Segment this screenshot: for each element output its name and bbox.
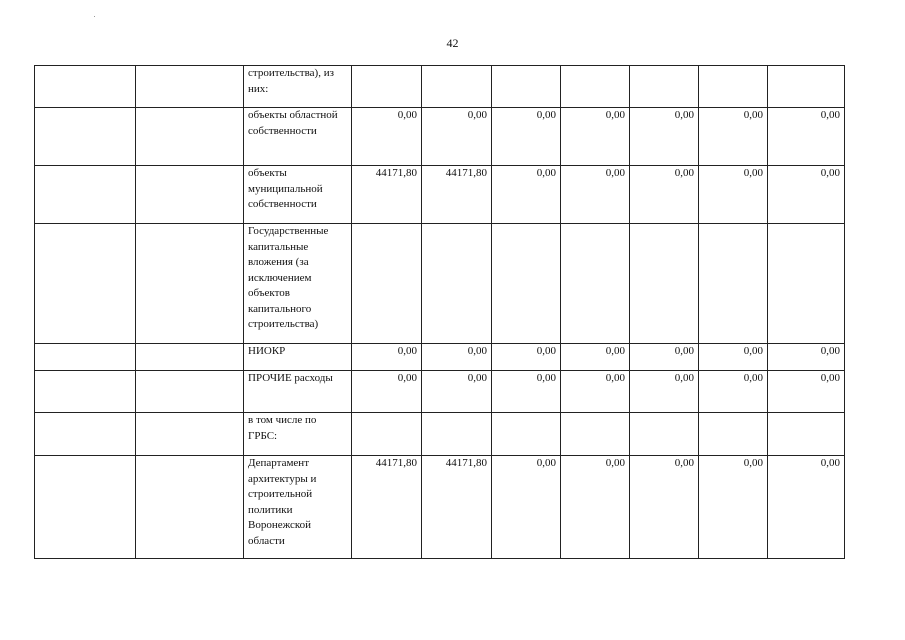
program-name-cell	[136, 224, 244, 344]
value-cell: 0,00	[630, 371, 699, 413]
value-cell: 0,00	[422, 108, 492, 166]
status-cell	[35, 344, 136, 371]
value-cell: 0,00	[561, 166, 630, 224]
value-cell	[768, 413, 845, 456]
value-cell: 0,00	[422, 371, 492, 413]
expense-label-cell: ПРОЧИЕ расходы	[244, 371, 352, 413]
value-cell: 44171,80	[422, 456, 492, 559]
value-cell: 0,00	[768, 344, 845, 371]
value-cell	[561, 413, 630, 456]
value-cell: 0,00	[561, 456, 630, 559]
table-row	[35, 413, 845, 456]
program-name-cell	[136, 108, 244, 166]
page-number: 42	[446, 36, 459, 50]
value-cell: 44171,80	[352, 166, 422, 224]
value-cell	[768, 66, 845, 108]
status-cell	[35, 456, 136, 559]
value-cell: 0,00	[492, 344, 561, 371]
value-cell	[352, 413, 422, 456]
expense-label-cell: строительства), из них:	[244, 66, 352, 108]
expense-label-cell: Департамент архитектуры и строительной политики Воронежской области	[244, 456, 352, 559]
program-name-cell	[136, 413, 244, 456]
program-name-cell	[136, 166, 244, 224]
expense-label-cell: в том числе по ГРБС:	[244, 413, 352, 456]
expense-label-cell: объекты муниципальной собственности	[244, 166, 352, 224]
value-cell: 0,00	[492, 166, 561, 224]
status-cell	[35, 224, 136, 344]
status-cell	[35, 108, 136, 166]
value-cell: 0,00	[630, 344, 699, 371]
value-cell	[492, 413, 561, 456]
value-cell: 0,00	[422, 344, 492, 371]
value-cell	[699, 224, 768, 344]
value-cell: 44171,80	[352, 456, 422, 559]
value-cell	[492, 66, 561, 108]
value-cell	[492, 224, 561, 344]
value-cell: 44171,80	[422, 166, 492, 224]
value-cell	[768, 224, 845, 344]
value-cell	[699, 413, 768, 456]
value-cell	[422, 224, 492, 344]
value-cell	[352, 224, 422, 344]
value-cell	[630, 66, 699, 108]
value-cell: 0,00	[768, 166, 845, 224]
value-cell: 0,00	[630, 166, 699, 224]
value-cell: 0,00	[352, 108, 422, 166]
table-row	[35, 456, 845, 559]
status-cell	[35, 371, 136, 413]
program-name-cell	[136, 371, 244, 413]
program-name-cell	[136, 456, 244, 559]
value-cell: 0,00	[492, 371, 561, 413]
value-cell: 0,00	[352, 344, 422, 371]
value-cell	[422, 413, 492, 456]
expense-label-cell: объекты областной собственности	[244, 108, 352, 166]
table-row	[35, 108, 845, 166]
scan-artifact	[94, 16, 95, 17]
status-cell	[35, 166, 136, 224]
value-cell	[699, 66, 768, 108]
value-cell: 0,00	[699, 371, 768, 413]
value-cell: 0,00	[699, 344, 768, 371]
value-cell: 0,00	[561, 344, 630, 371]
value-cell: 0,00	[630, 456, 699, 559]
value-cell: 0,00	[768, 108, 845, 166]
value-cell: 0,00	[561, 371, 630, 413]
value-cell	[561, 224, 630, 344]
value-cell: 0,00	[492, 456, 561, 559]
table-row	[35, 371, 845, 413]
status-cell	[35, 413, 136, 456]
value-cell: 0,00	[699, 108, 768, 166]
value-cell	[630, 224, 699, 344]
value-cell: 0,00	[768, 371, 845, 413]
expense-label-cell: Государственные капитальные вложения (за исключением объектов капитального строительства)	[244, 224, 352, 344]
value-cell: 0,00	[768, 456, 845, 559]
value-cell: 0,00	[630, 108, 699, 166]
value-cell: 0,00	[492, 108, 561, 166]
value-cell: 0,00	[352, 371, 422, 413]
expense-label-cell: НИОКР	[244, 344, 352, 371]
table-row	[35, 166, 845, 224]
value-cell: 0,00	[699, 166, 768, 224]
value-cell: 0,00	[561, 108, 630, 166]
status-cell	[35, 66, 136, 108]
value-cell: 0,00	[699, 456, 768, 559]
budget-table	[34, 65, 845, 559]
value-cell	[422, 66, 492, 108]
value-cell	[561, 66, 630, 108]
value-cell	[352, 66, 422, 108]
table-row	[35, 344, 845, 371]
table-row	[35, 66, 845, 108]
table-row	[35, 224, 845, 344]
program-name-cell	[136, 66, 244, 108]
program-name-cell	[136, 344, 244, 371]
value-cell	[630, 413, 699, 456]
